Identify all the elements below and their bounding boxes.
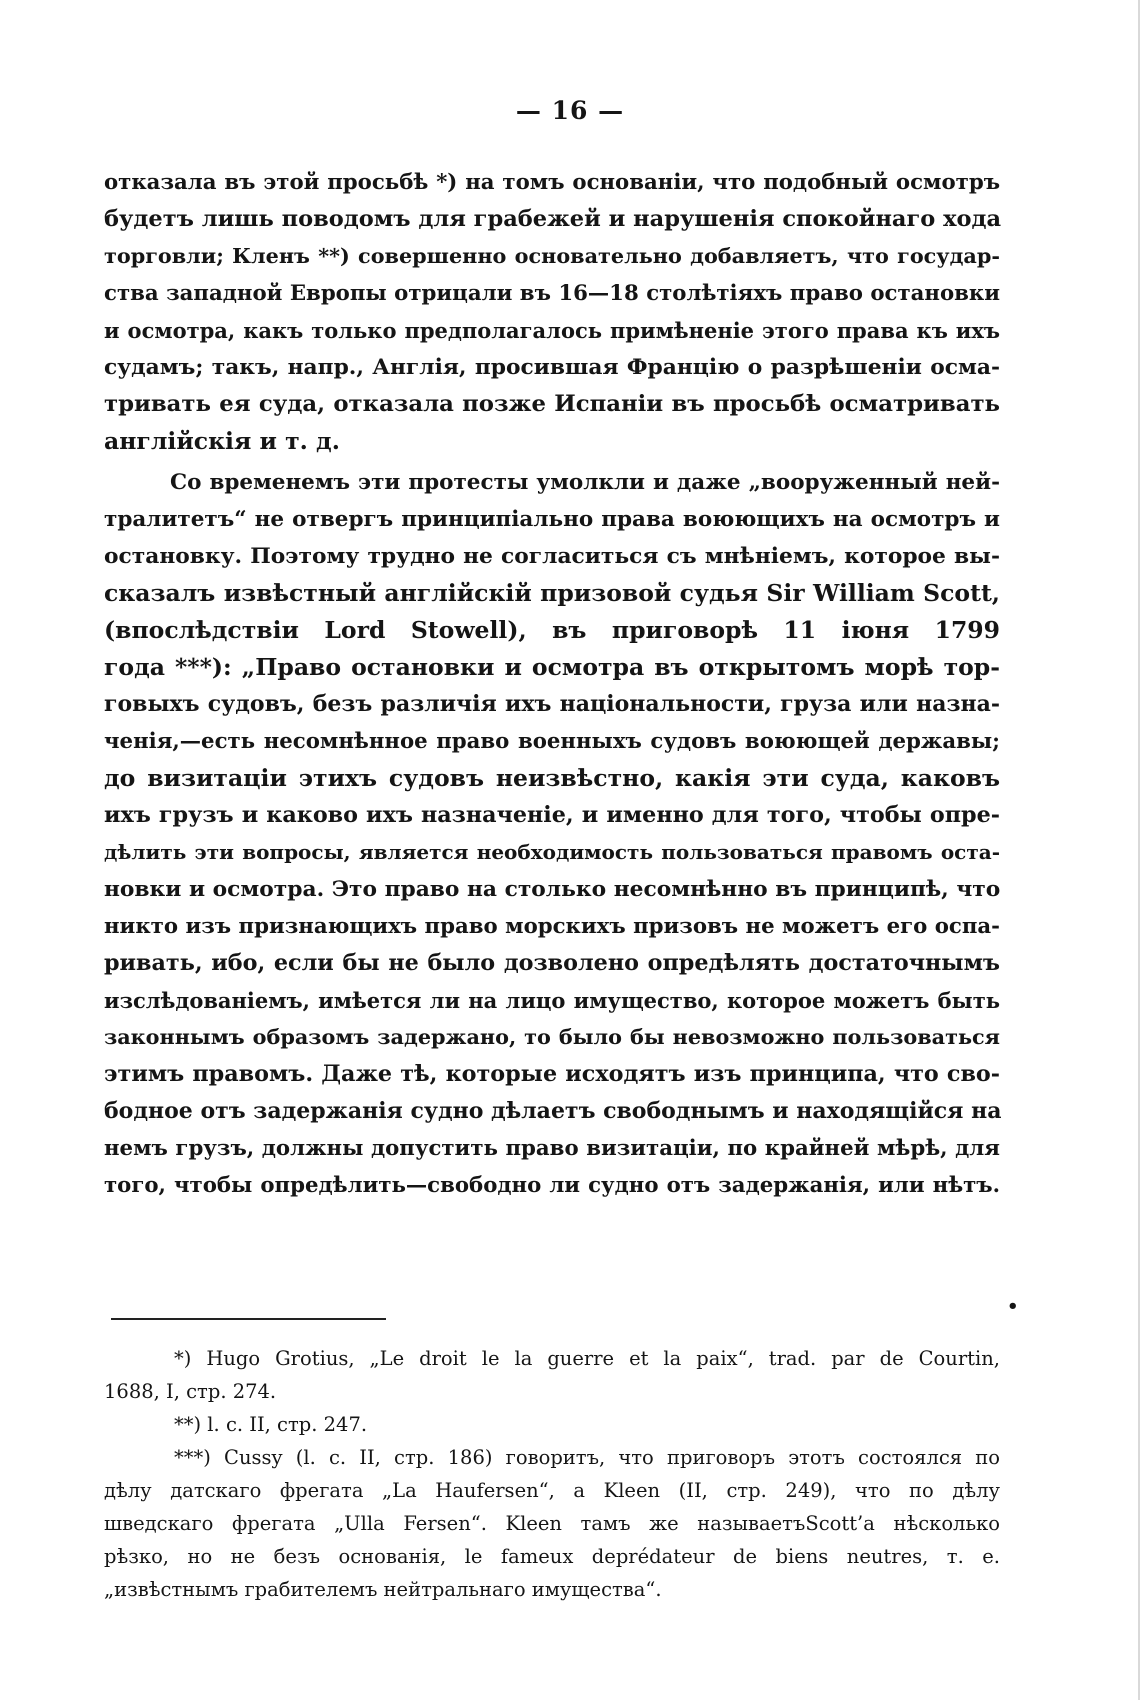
text-line: года ***): „Право остановки и осмотра въ открытомъ морѣ тор- — [104, 653, 1000, 681]
text-line: Со временемъ эти протесты умолкли и даже „вооруженный ней- — [170, 470, 1000, 495]
main-text — [104, 164, 1000, 1204]
stray-mark: • — [1007, 1296, 1019, 1317]
text-line: судамъ; такъ, напр., Англія, просившая Францію о разрѣшеніи осма- — [104, 355, 1000, 380]
text-line: изслѣдованіемъ, имѣется ли на лицо имущество, которое можетъ быть — [104, 988, 1000, 1013]
page-number: — 16 — — [515, 96, 625, 125]
footnote-separator — [111, 1318, 386, 1320]
text-line: и осмотра, какъ только предполагалось примѣненіе этого права къ ихъ — [104, 318, 1000, 343]
footnotes — [104, 1342, 1000, 1606]
footnote-line: ***) Cussy (l. c. II, стр. 186) говоритъ, что приговоръ этотъ состоялся по — [174, 1446, 1000, 1469]
text-line: законнымъ образомъ задержано, то было бы невозможно пользоваться — [104, 1025, 1000, 1049]
text-line: никто изъ признающихъ право морскихъ призовъ не можетъ его оспа- — [104, 914, 1000, 939]
footnote-line: **) l. c. II, стр. 247. — [174, 1413, 368, 1436]
text-line: сказалъ извѣстный англійскій призовой судья Sir William Scott, — [104, 579, 1000, 607]
text-line: того, чтобы опредѣлить—свободно ли судно отъ задержанія, или нѣтъ. — [104, 1173, 1000, 1198]
text-line: будетъ лишь поводомъ для грабежей и нарушенія спокойнаго хода — [104, 206, 1002, 232]
text-line: тривать ея суда, отказала позже Испаніи въ просьбѣ осматривать — [104, 391, 1000, 417]
text-line: остановку. Поэтому трудно не согласиться съ мнѣніемъ, которое вы- — [104, 544, 1000, 569]
text-line: тралитетъ“ не отвергъ принципіально права воюющихъ на осмотръ и — [104, 507, 1000, 532]
text-line: ривать, ибо, если бы не было дозволено опредѣлять достаточнымъ — [104, 950, 1000, 976]
text-line: англійскія и т. д. — [104, 427, 340, 455]
text-line: ихъ грузъ и каково ихъ назначеніе, и именно для того, чтобы опре- — [104, 802, 1000, 828]
footnote-line: 1688, I, стр. 274. — [104, 1380, 277, 1403]
text-line: говыхъ судовъ, безъ различія ихъ національности, груза или назна- — [104, 691, 1000, 717]
text-line: торговли; Кленъ **) совершенно основательно добавляетъ, что государ- — [104, 244, 1000, 268]
footnote-line: шведскаго фрегата „Ulla Fersen“. Kleen тамъ же называетъScott’а нѣсколько — [104, 1512, 1000, 1535]
footnote-line: дѣлу датскаго фрегата „La Haufersen“, а Kleen (II, стр. 249), что по дѣлу — [104, 1479, 1000, 1502]
text-line: новки и осмотра. Это право на столько несомнѣнно въ принципѣ, что — [104, 877, 1001, 902]
footnote-line: рѣзко, но не безъ основанія, le fameux deprédateur de biens neutres, т. е. — [104, 1545, 1000, 1568]
footnote-line: *) Hugo Grotius, „Le droit le la guerre et la paix“, trad. par de Courtin, — [174, 1347, 1000, 1370]
text-line: ства западной Европы отрицали въ 16—18 столѣтіяхъ право остановки — [104, 281, 1000, 306]
footnote-line: „извѣстнымъ грабителемъ нейтральнаго имущества“. — [104, 1578, 662, 1601]
text-line: ченія,—есть несомнѣнное право военныхъ судовъ воюющей державы; — [104, 729, 1000, 754]
text-line: до визитаціи этихъ судовъ неизвѣстно, какія эти суда, каковъ — [104, 764, 1000, 792]
text-line: отказала въ этой просьбѣ *) на томъ основаніи, что подобный осмотръ — [104, 170, 1000, 195]
text-line: бодное отъ задержанія судно дѣлаетъ свободнымъ и находящійся на — [104, 1098, 1002, 1124]
text-line: немъ грузъ, должны допустить право визитаціи, по крайней мѣрѣ, для — [104, 1136, 1000, 1161]
text-line: (впослѣдствіи Lord Stowell), въ приговорѣ 11 іюня 1799 — [104, 616, 1000, 644]
text-line: дѣлить эти вопросы, является необходимость пользоваться правомъ оста- — [104, 840, 1000, 864]
text-line: этимъ правомъ. Даже тѣ, которые исходятъ изъ принципа, что сво- — [104, 1061, 1000, 1087]
